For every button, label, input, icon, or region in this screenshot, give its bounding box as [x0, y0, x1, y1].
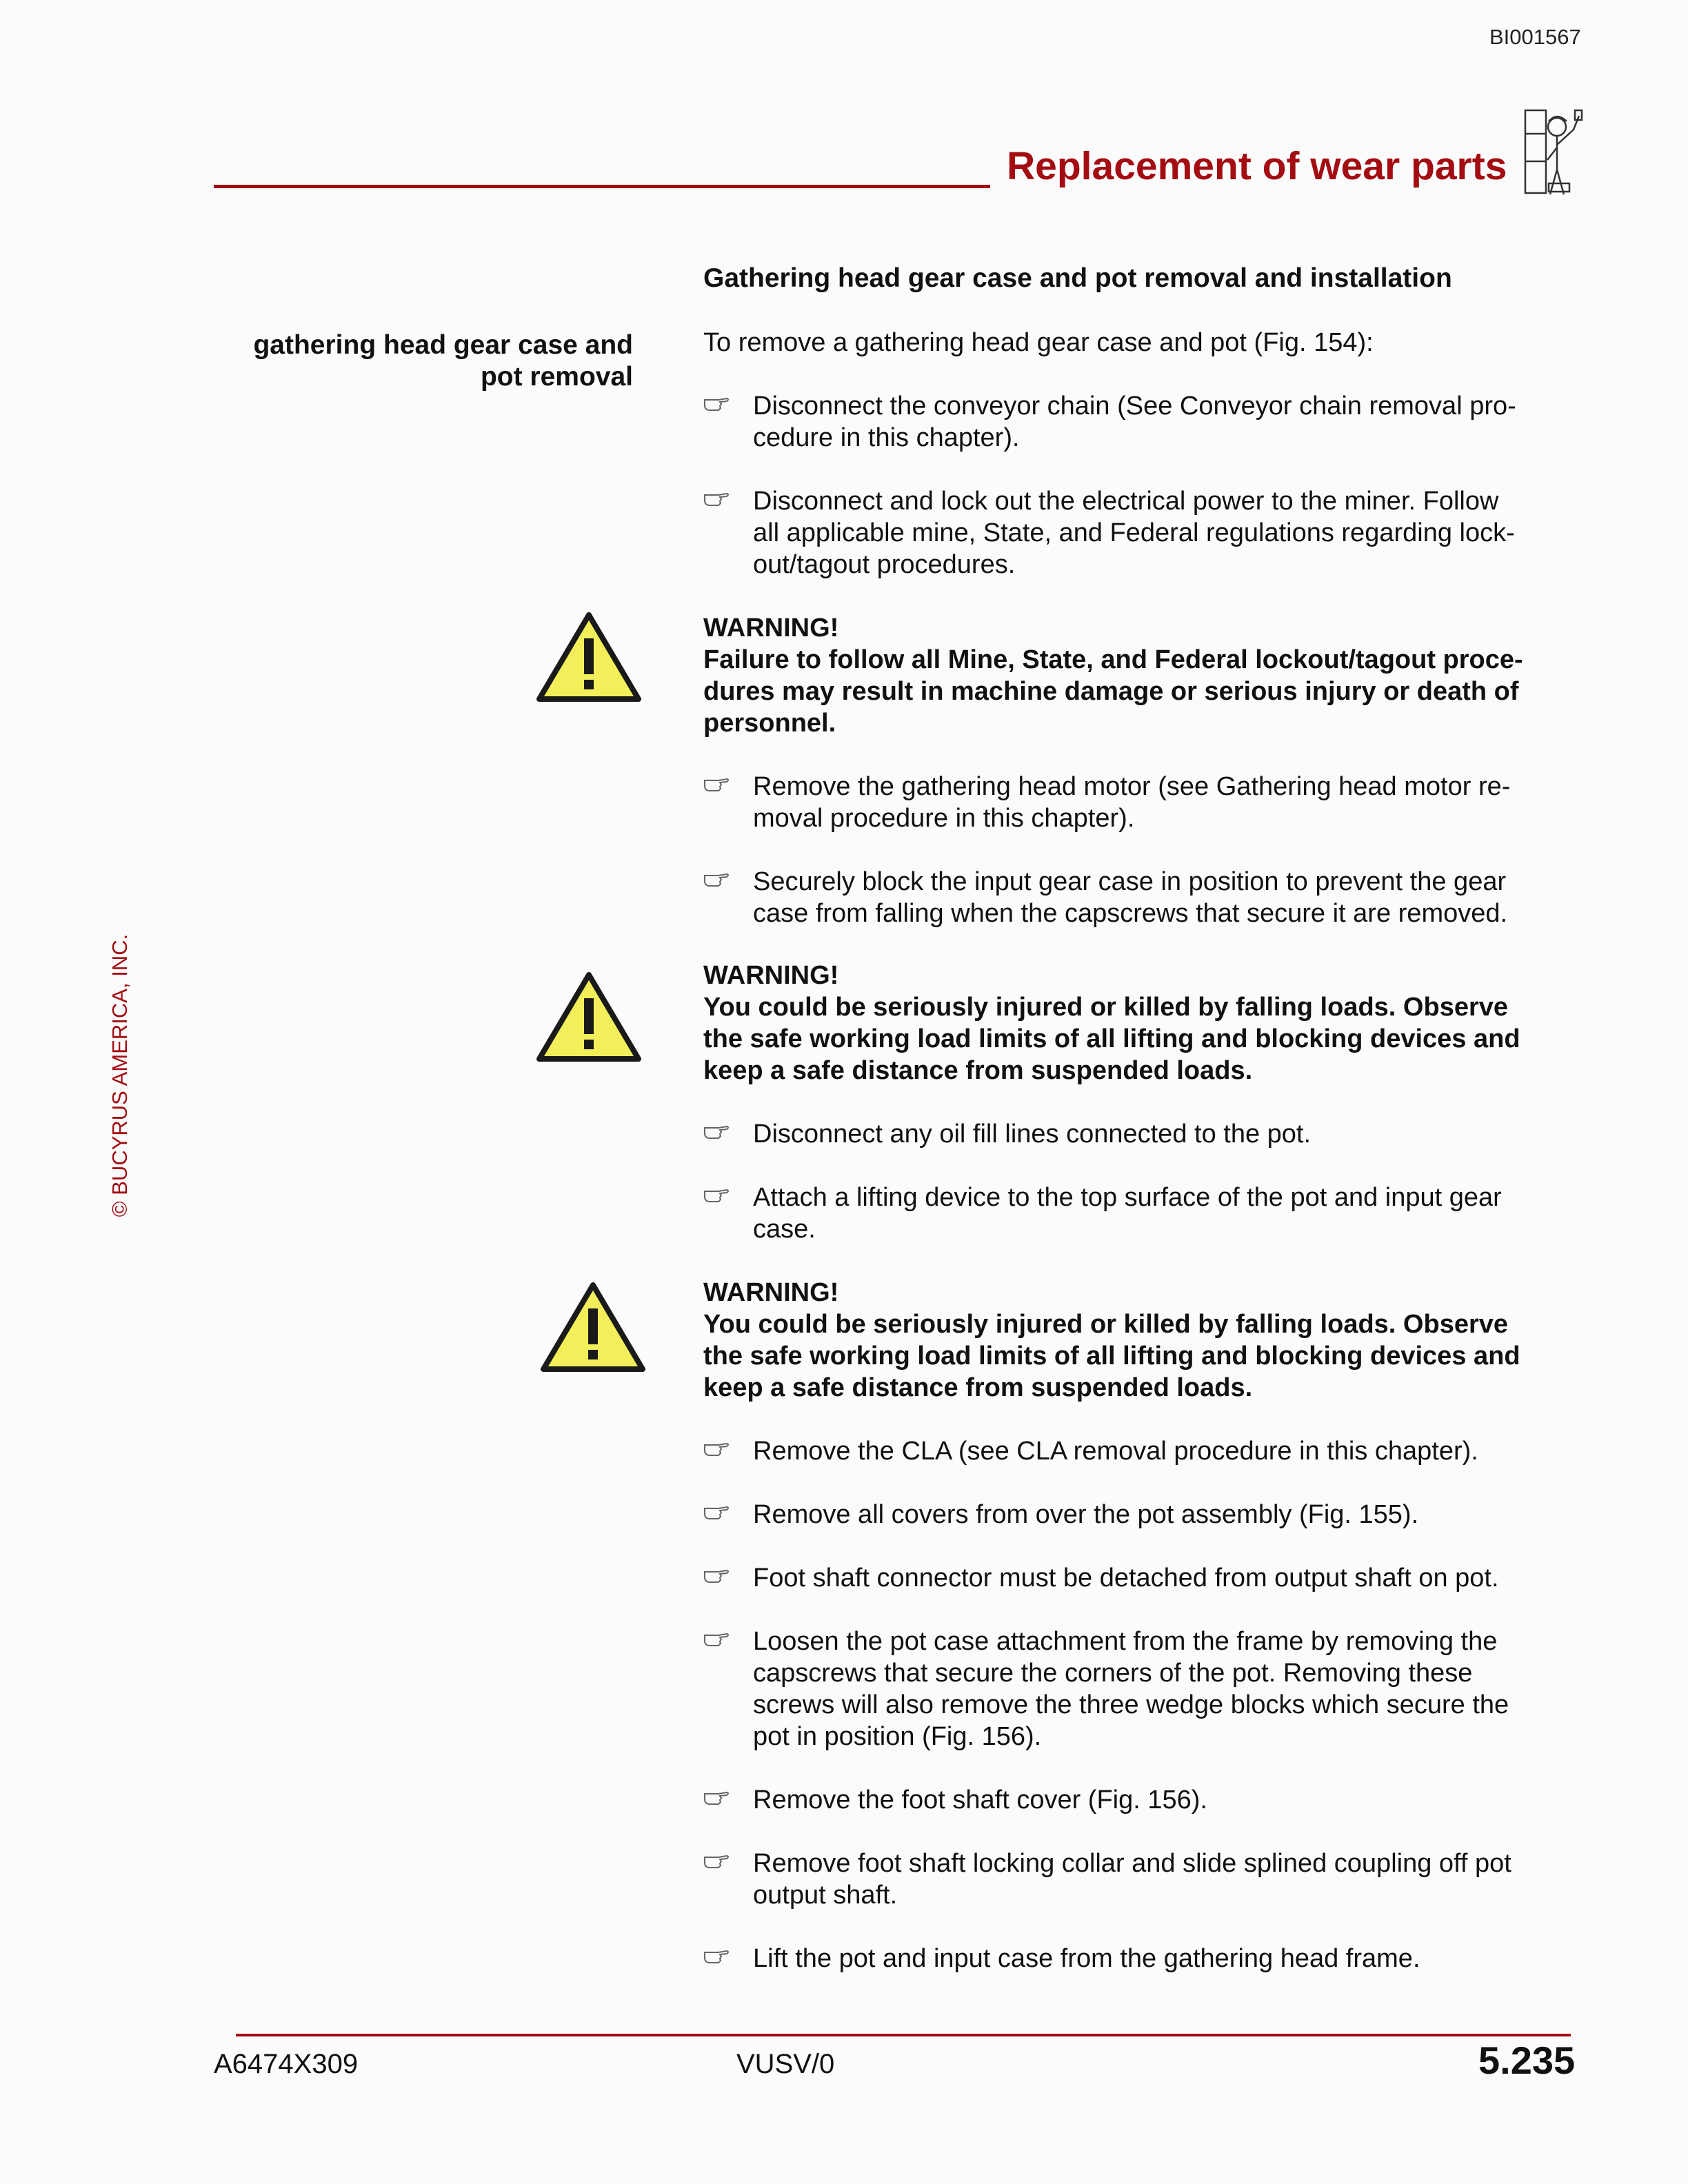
step-line: case from falling when the capscrews that secure it are removed. — [753, 899, 1508, 928]
pointing-hand-icon — [703, 1499, 731, 1524]
copyright-notice: © BUCYRUS AMERICA, INC. — [108, 933, 132, 1217]
warning-line: the safe working load limits of all lifting and blocking devices and — [703, 1024, 1520, 1053]
step-line: capscrews that secure the corners of the pot. Removing these — [753, 1659, 1473, 1688]
pointing-hand-icon — [703, 1848, 731, 1872]
footer-part-number: A6474X309 — [214, 2049, 359, 2079]
step-line: screws will also remove the three wedge blocks which secure the — [753, 1690, 1509, 1719]
pointing-hand-icon — [703, 1943, 731, 1968]
intro-paragraph: To remove a gathering head gear case and pot (Fig. 154): — [703, 328, 1374, 357]
pointing-hand-icon — [703, 1118, 731, 1143]
warning-line: You could be seriously injured or killed by falling loads. Observe — [703, 1310, 1509, 1339]
step-line: Remove the gathering head motor (see Gathering head motor re- — [753, 772, 1511, 801]
pointing-hand-icon — [703, 485, 731, 510]
document-id: BI001567 — [1489, 25, 1581, 49]
warning-line: keep a safe distance from suspended loads. — [703, 1056, 1253, 1085]
pointing-hand-icon — [703, 390, 731, 415]
warning-triangle-icon — [539, 1281, 647, 1375]
pointing-hand-icon — [703, 1784, 731, 1809]
warning-line: keep a safe distance from suspended loads. — [703, 1373, 1253, 1402]
step-line: all applicable mine, State, and Federal regulations regarding lock- — [753, 518, 1515, 547]
warning-label: WARNING! — [703, 1278, 839, 1307]
warning-line: the safe working load limits of all lifting and blocking devices and — [703, 1342, 1520, 1371]
step-line: Disconnect and lock out the electrical power to the miner. Follow — [753, 487, 1499, 516]
warning-block — [703, 960, 1520, 1086]
footer-revision: VUSV/0 — [736, 2049, 835, 2079]
pointing-hand-icon — [703, 866, 731, 891]
step-line: Disconnect the conveyor chain (See Conveyor chain removal pro- — [753, 392, 1516, 421]
step-line: output shaft. — [753, 1881, 898, 1910]
warning-line: You could be seriously injured or killed by falling loads. Observe — [703, 993, 1509, 1022]
footer-rule — [236, 2034, 1571, 2036]
pointing-hand-icon — [703, 1435, 731, 1460]
step-line: moval procedure in this chapter). — [753, 804, 1135, 833]
step-line: Remove the foot shaft cover (Fig. 156). — [753, 1786, 1207, 1814]
step-line: Foot shaft connector must be detached from output shaft on pot. — [753, 1564, 1499, 1593]
step-line: Lift the pot and input case from the gathering head frame. — [753, 1944, 1420, 1973]
step-line: Remove all covers from over the pot assembly (Fig. 155). — [753, 1500, 1419, 1529]
section-title: Gathering head gear case and pot removal and installation — [703, 263, 1452, 293]
warning-triangle-icon — [535, 611, 643, 705]
side-heading — [207, 330, 633, 393]
warning-line: personnel. — [703, 709, 836, 738]
step-line: Attach a lifting device to the top surface of the pot and input gear — [753, 1183, 1502, 1212]
side-heading-line1: gathering head gear case and — [253, 330, 633, 360]
pointing-hand-icon — [703, 771, 731, 796]
step-line: cedure in this chapter). — [753, 423, 1020, 452]
step-line: case. — [753, 1215, 816, 1244]
step-line: Loosen the pot case attachment from the frame by removing the — [753, 1627, 1498, 1656]
warning-block — [703, 612, 1523, 739]
step-line: Disconnect any oil fill lines connected to the pot. — [753, 1120, 1312, 1149]
page-number: 5.235 — [1478, 2039, 1576, 2082]
step-line: Remove foot shaft locking collar and slide splined coupling off pot — [753, 1849, 1511, 1878]
warning-block — [703, 1277, 1520, 1404]
step-line: Securely block the input gear case in position to prevent the gear — [753, 867, 1507, 896]
warning-label: WARNING! — [703, 961, 839, 990]
step-line: Remove the CLA (see CLA removal procedure in this chapter). — [753, 1437, 1478, 1466]
worker-with-tool-icon — [1521, 106, 1583, 200]
pointing-hand-icon — [703, 1626, 731, 1650]
step-line: pot in position (Fig. 156). — [753, 1722, 1042, 1751]
pointing-hand-icon — [703, 1182, 731, 1206]
step-line: out/tagout procedures. — [753, 550, 1016, 579]
warning-line: dures may result in machine damage or serious injury or death of — [703, 677, 1519, 706]
warning-triangle-icon — [535, 971, 643, 1064]
warning-label: WARNING! — [703, 614, 839, 643]
pointing-hand-icon — [703, 1562, 731, 1587]
warning-line: Failure to follow all Mine, State, and Federal lockout/tagout proce- — [703, 645, 1523, 674]
title-rule — [214, 185, 990, 188]
side-heading-line2: pot removal — [480, 362, 633, 392]
page-title: Replacement of wear parts — [1007, 144, 1507, 188]
